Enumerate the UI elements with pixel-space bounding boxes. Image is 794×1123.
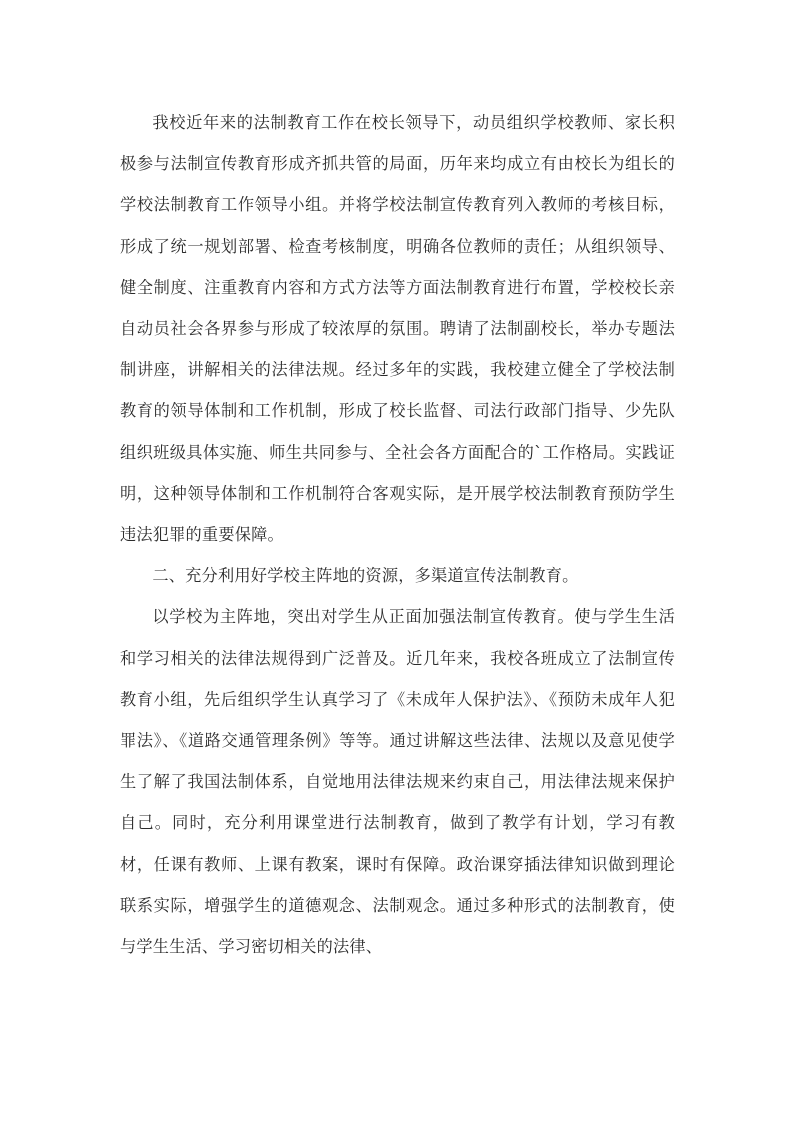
paragraph-school-base: 以学校为主阵地，突出对学生从正面加强法制宣传教育。使与学生生活和学习相关的法律法规得到广泛普及。近几年来，我校各班成立了法制宣传教育小组，先后组织学生认真学习了《未成年人保护法》、《预防未成年人犯罪法》、《道路交通管理条例》等等。通过讲解这些法律、法规以及意见使学生了解了我国法制体系，自觉地用法律法规来约束自己，用法律法规来保护自己。同时，充分利用课堂进行法制教育，做到了教学有计划，学习有教材，任课有教师、上课有教案，课时有保障。政治课穿插法律知识做到理论联系实际，增强学生的道德观念、法制观念。通过多种形式的法制教育，使与学生生活、学习密切相关的法律、 bbox=[120, 607, 675, 957]
paragraph-leadership: 我校近年来的法制教育工作在校长领导下，动员组织学校教师、家长积极参与法制宣传教育形成齐抓共管的局面，历年来均成立有由校长为组长的学校法制教育工作领导小组。并将学校法制宣传教育列入教师的考核目标，形成了统一规划部署、检查考核制度，明确各位教师的责任；从组织领导、健全制度、注重教育内容和方式方法等方面法制教育进行布置，学校校长亲自动员社会各界参与形成了较浓厚的氛围。聘请了法制副校长，举办专题法制讲座，讲解相关的法律法规。经过多年的实践，我校建立健全了学校法制教育的领导体制和工作机制，形成了校长监督、司法行政部门指导、少先队组织班级具体实施、师生共同参与、全社会各方面配合的`工作格局。实践证明，这种领导体制和工作机制符合客观实际，是开展学校法制教育预防学生违法犯罪的重要保障。 bbox=[120, 113, 675, 545]
paragraph-section-heading: 二、充分利用好学校主阵地的资源，多渠道宣传法制教育。 bbox=[152, 566, 579, 586]
document-body bbox=[120, 102, 675, 967]
